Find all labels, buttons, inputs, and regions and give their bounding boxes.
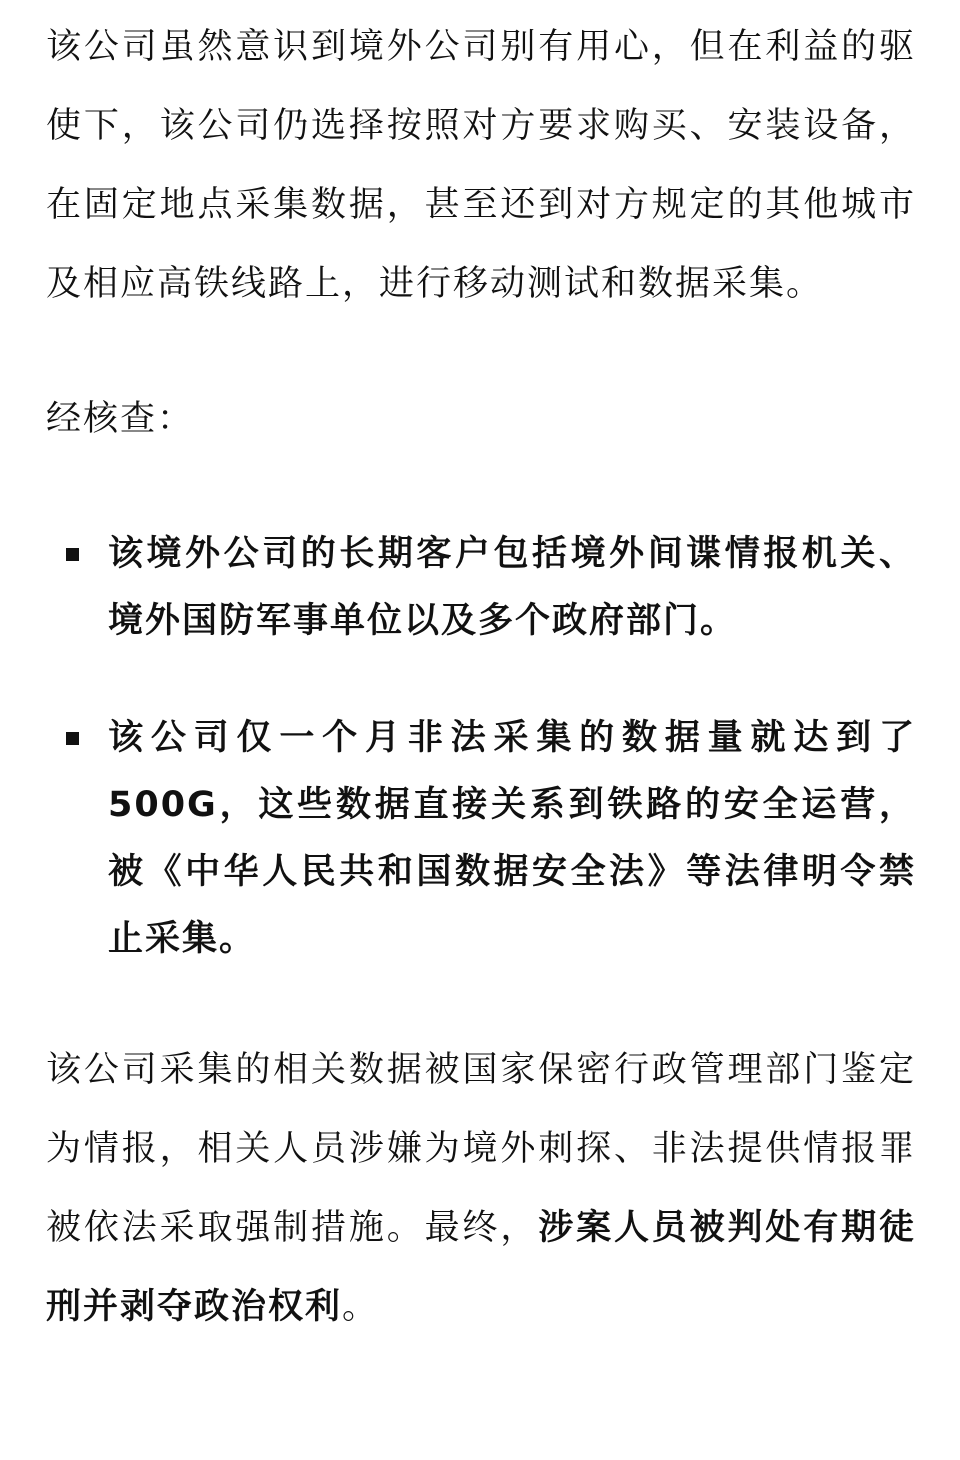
square-bullet-icon bbox=[66, 548, 79, 561]
conclusion-end: 。 bbox=[342, 1287, 380, 1327]
paragraph-data-collection: 该公司虽然意识到境外公司别有用心，但在利益的驱使下，该公司仍选择按照对方要求购买、安装设备，在固定地点采集数据，甚至还到对方规定的其他城市及相应高铁线路上，进行移动测试和数据采集。 bbox=[46, 27, 916, 304]
square-bullet-icon bbox=[66, 732, 79, 745]
findings-list bbox=[46, 521, 916, 973]
list-item-text: 该境外公司的长期客户包括境外间谍情报机关、境外国防军事单位以及多个政府部门。 bbox=[108, 534, 916, 641]
paragraph-verification-heading: 经核查： bbox=[46, 399, 195, 439]
list-item-clients bbox=[46, 521, 916, 655]
paragraph-conclusion bbox=[46, 1031, 916, 1347]
article-body bbox=[46, 8, 916, 1347]
list-item-text: 该公司仅一个月非法采集的数据量就达到了500G，这些数据直接关系到铁路的安全运营，被《中华人民共和国数据安全法》等法律明令禁止采集。 bbox=[108, 718, 916, 959]
verdict-text: 涉案人员被判处有期徒刑并剥夺政治权利 bbox=[46, 1208, 916, 1327]
list-item-data-volume bbox=[46, 705, 916, 973]
conclusion-text: 该公司采集的相关数据被国家保密行政管理部门鉴定为情报，相关人员涉嫌为境外刺探、非法提供情报罪被依法采取强制措施。最终， bbox=[46, 1050, 916, 1248]
